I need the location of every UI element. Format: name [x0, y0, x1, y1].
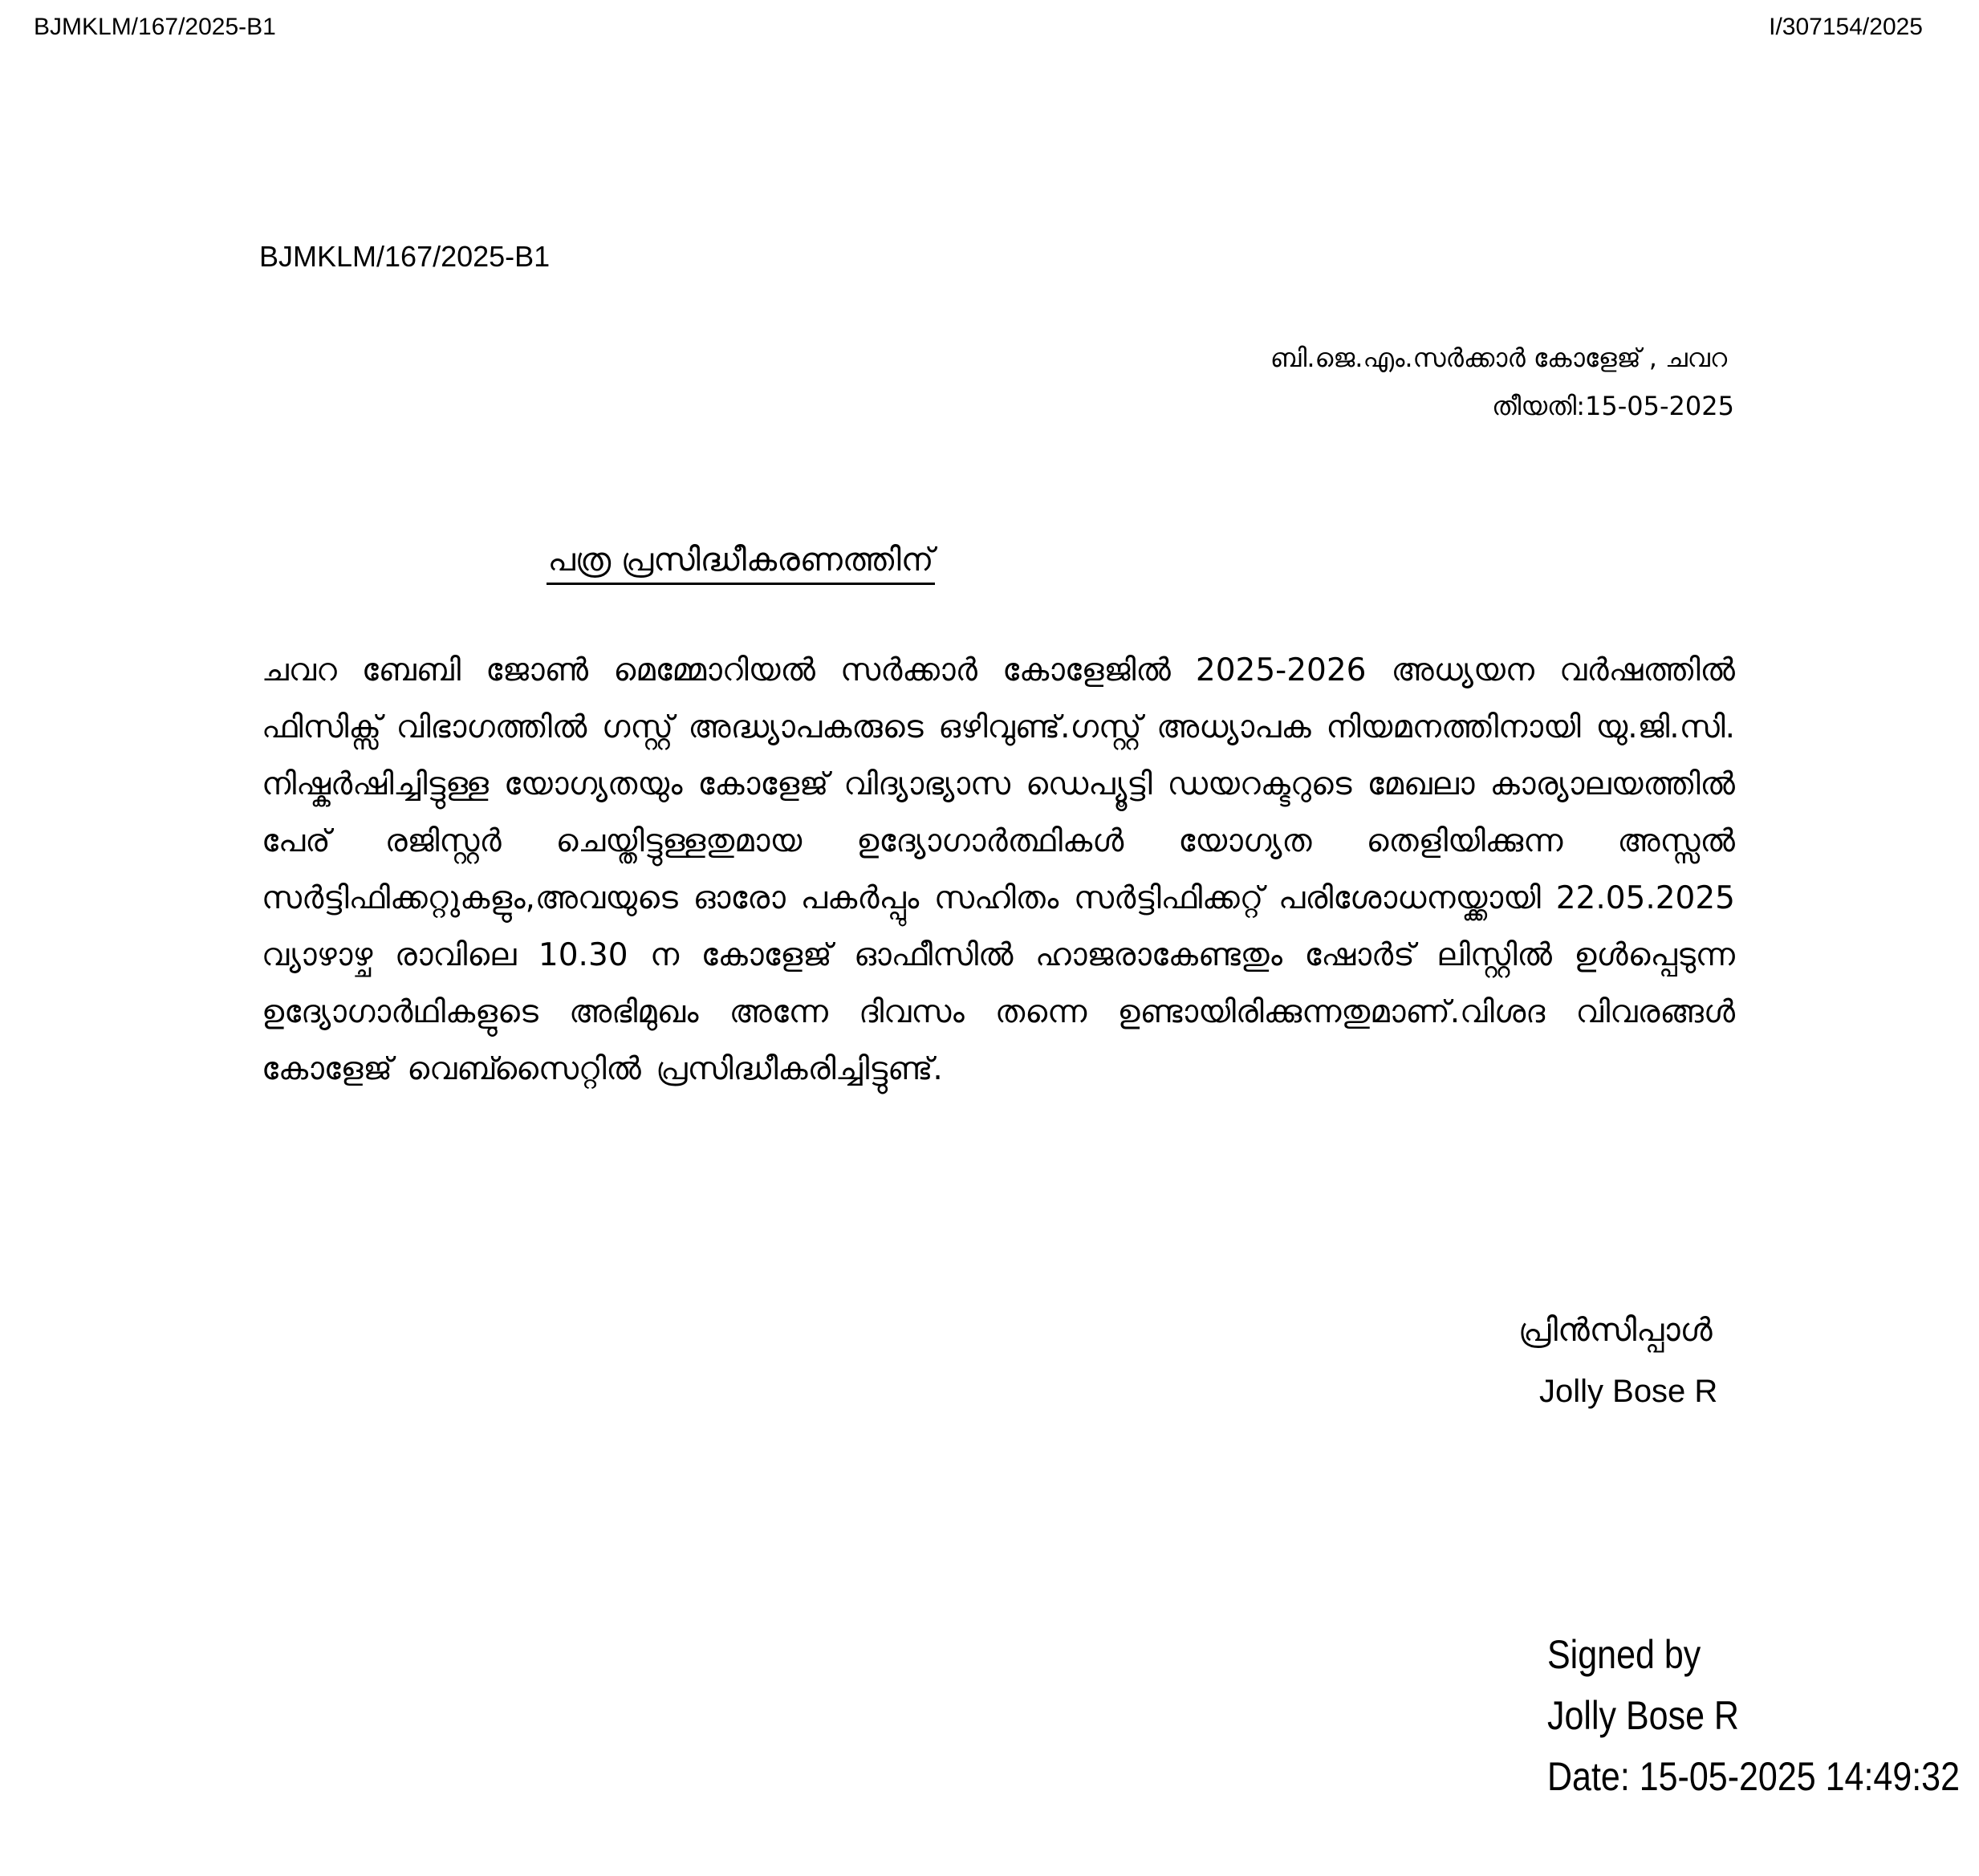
digital-signature-name: Jolly Bose R — [1547, 1693, 1739, 1738]
institution-name: ബി.ജെ.എം.സർക്കാർ കോളേജ് , ചവറ — [1270, 343, 1727, 373]
letter-reference-number: BJMKLM/167/2025-B1 — [259, 240, 551, 273]
header-document-id: I/307154/2025 — [1769, 14, 1923, 40]
signatory-designation: പ്രിൻസിപ്പാൾ — [1518, 1312, 1713, 1349]
digital-signature-block — [1547, 1624, 1960, 1807]
signatory-name: Jolly Bose R — [1539, 1374, 1718, 1409]
letter-body: ചവറ ബേബി ജോൺ മെമ്മോറിയൽ സർക്കാർ കോളേജിൽ 2025-2026 അധ്യയന വർഷത്തിൽ ഫിസിക്സ് വിഭാഗത്തിൽ ഗസ്റ്റ് അദ്ധ്യാപകരുടെ ഒഴിവുണ്ട്.ഗസ്റ്റ് അധ്യാപക നിയമനത്തിനായി യു.ജി.സി. നിഷ്കർഷിച്ചിട്ടുള്ള യോഗ്യതയും കോളേജ് വിദ്യാഭ്യാസ ഡെപ്യൂട്ടി ഡയറക്ടറുടെ മേഖലാ കാര്യാലയത്തിൽ പേര് രജിസ്റ്റർ ചെയ്തിട്ടുള്ളതുമായ ഉദ്യോഗാർത്ഥികൾ യോഗ്യത തെളിയിക്കുന്ന അസ്സൽ സർട്ടിഫിക്കറ്റുകളും,അവയുടെ ഓരോ പകർപ്പും സഹിതം സർട്ടിഫിക്കറ്റ് പരിശോധനയ്ക്കായി 22.05.2025 വ്യാഴാഴ്ച രാവിലെ 10.30 ന കോളേജ് ഓഫീസിൽ ഹാജരാകേണ്ടതും ഷോർട് ലിസ്റ്റിൽ ഉൾപ്പെടുന്ന ഉദ്യോഗാർഥികളുടെ അഭിമുഖം അന്നേ ദിവസം തന്നെ ഉണ്ടായിരിക്കുന്നതുമാണ്.വിശദ വിവരങ്ങൾ കോളേജ് വെബ്സൈറ്റിൽ പ്രസിദ്ധീകരിച്ചിട്ടുണ്ട്. — [262, 652, 1735, 1087]
digital-signature-date: Date: 15-05-2025 14:49:32 — [1547, 1754, 1961, 1799]
digital-signature-signed-by: Signed by — [1547, 1632, 1701, 1677]
letter-title — [0, 539, 1979, 585]
letter-title-text: പത്ര പ്രസിദ്ധീകരണത്തിന് — [547, 539, 936, 585]
header-file-reference: BJMKLM/167/2025-B1 — [34, 14, 276, 40]
letter-date: തീയതി:15-05-2025 — [1492, 391, 1734, 421]
